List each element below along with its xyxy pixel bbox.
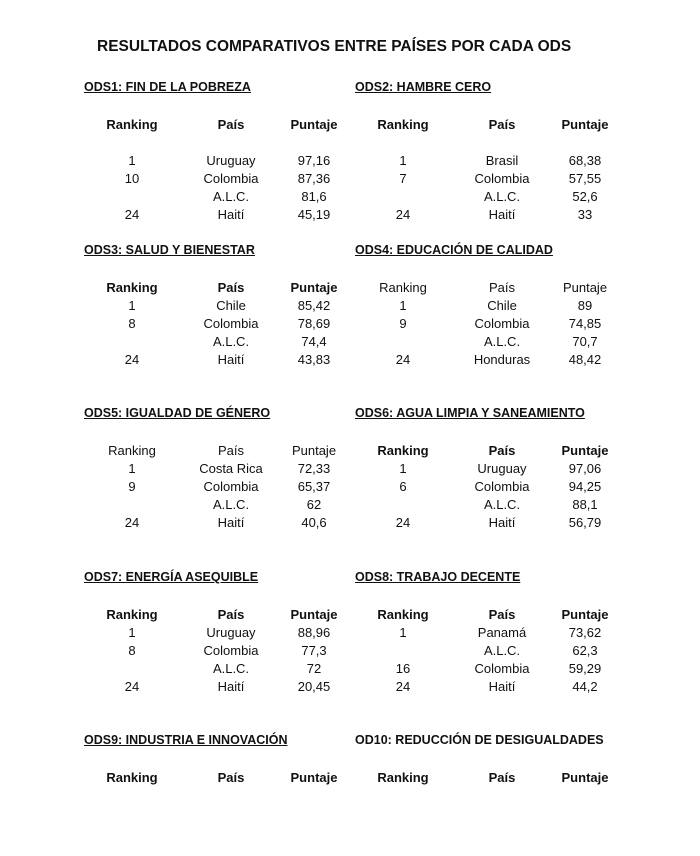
table-row — [84, 152, 346, 170]
score-cell: 85,42 — [297, 298, 331, 313]
header-ranking: Ranking — [106, 607, 158, 622]
table-header — [355, 116, 617, 134]
table-header — [84, 769, 346, 787]
country-cell: A.L.C. — [483, 497, 521, 512]
results-table — [84, 769, 346, 787]
score-cell: 88,1 — [572, 497, 598, 512]
results-table — [355, 116, 617, 224]
rank-cell: 1 — [128, 298, 136, 313]
score-cell: 72 — [306, 661, 322, 676]
score-cell: 20,45 — [297, 679, 331, 694]
country-cell: Haití — [217, 207, 245, 222]
header-ranking: Ranking — [377, 443, 429, 458]
section-title: ODS5: IGUALDAD DE GÉNERO — [84, 406, 271, 420]
header-ranking: Ranking — [106, 770, 158, 785]
country-cell: Haití — [217, 515, 245, 530]
country-cell: Colombia — [203, 479, 259, 494]
header-pais: País — [217, 117, 245, 132]
rank-cell — [84, 496, 180, 514]
header-puntaje: Puntaje — [290, 607, 338, 622]
rank-cell: 24 — [124, 207, 140, 222]
header-pais: País — [488, 280, 515, 295]
table-row — [84, 206, 346, 224]
results-table — [355, 279, 617, 369]
section-ods9 — [84, 733, 346, 787]
header-ranking: Ranking — [377, 117, 429, 132]
table-row — [355, 624, 617, 642]
section-ods3 — [84, 243, 346, 369]
rank-cell — [355, 496, 451, 514]
rank-cell: 24 — [124, 352, 140, 367]
table-row — [355, 660, 617, 678]
section-title: ODS2: HAMBRE CERO — [355, 80, 492, 94]
country-cell: A.L.C. — [483, 334, 521, 349]
table-row — [355, 642, 617, 660]
country-cell: Brasil — [485, 153, 519, 168]
rank-cell: 24 — [395, 679, 411, 694]
table-header — [355, 769, 617, 787]
section-title: ODS1: FIN DE LA POBREZA — [84, 80, 251, 94]
country-cell: Honduras — [473, 352, 531, 367]
score-cell: 59,29 — [568, 661, 602, 676]
country-cell: Uruguay — [206, 625, 256, 640]
table-row — [84, 624, 346, 642]
table-row — [84, 188, 346, 206]
country-cell: Haití — [217, 679, 245, 694]
country-cell: Chile — [487, 298, 517, 313]
table-row — [84, 333, 346, 351]
header-pais: País — [488, 443, 516, 458]
rank-cell: 16 — [395, 661, 411, 676]
header-ranking: Ranking — [108, 443, 156, 458]
header-pais: País — [217, 770, 245, 785]
country-cell: Colombia — [474, 171, 530, 186]
header-puntaje: Puntaje — [561, 607, 609, 622]
score-cell: 74,85 — [568, 316, 602, 331]
rank-cell: 1 — [399, 625, 407, 640]
table-row — [84, 460, 346, 478]
section-ods10 — [355, 733, 617, 787]
country-cell: Chile — [216, 298, 246, 313]
table-row — [84, 478, 346, 496]
table-row — [355, 478, 617, 496]
rank-cell: 24 — [124, 679, 140, 694]
header-pais: País — [217, 607, 245, 622]
table-row — [84, 351, 346, 369]
country-cell: A.L.C. — [483, 189, 521, 204]
rank-cell — [84, 333, 180, 351]
header-ranking: Ranking — [377, 607, 429, 622]
section-title: ODS3: SALUD Y BIENESTAR — [84, 243, 255, 257]
results-table — [84, 279, 346, 369]
table-row — [84, 660, 346, 678]
table-header — [84, 606, 346, 624]
rank-cell: 24 — [395, 352, 411, 367]
table-header — [84, 116, 346, 134]
table-row — [355, 678, 617, 696]
table-row — [84, 170, 346, 188]
table-header — [84, 442, 346, 460]
score-cell: 78,69 — [297, 316, 331, 331]
table-row — [355, 514, 617, 532]
score-cell: 88,96 — [297, 625, 331, 640]
rank-cell: 1 — [128, 461, 136, 476]
table-row — [355, 333, 617, 351]
section-ods7 — [84, 570, 346, 696]
rank-cell — [355, 188, 451, 206]
rank-cell — [84, 660, 180, 678]
header-ranking: Ranking — [106, 280, 158, 295]
country-cell: Haití — [488, 515, 516, 530]
header-puntaje: Puntaje — [561, 443, 609, 458]
score-cell: 97,06 — [568, 461, 602, 476]
rank-cell: 1 — [399, 461, 407, 476]
country-cell: A.L.C. — [483, 643, 521, 658]
score-cell: 57,55 — [568, 171, 602, 186]
header-puntaje: Puntaje — [290, 117, 338, 132]
table-row — [84, 315, 346, 333]
score-cell: 40,6 — [301, 515, 327, 530]
section-ods2 — [355, 80, 617, 224]
score-cell: 65,37 — [297, 479, 331, 494]
section-ods1 — [84, 80, 346, 224]
score-cell: 48,42 — [568, 352, 602, 367]
header-pais: País — [488, 770, 516, 785]
rank-cell: 9 — [399, 316, 407, 331]
country-cell: Uruguay — [477, 461, 527, 476]
rank-cell: 8 — [128, 316, 136, 331]
header-puntaje: Puntaje — [562, 280, 608, 295]
section-ods4 — [355, 243, 617, 369]
table-header — [84, 279, 346, 297]
section-ods5 — [84, 406, 346, 532]
rank-cell: 24 — [124, 515, 140, 530]
score-cell: 72,33 — [297, 461, 331, 476]
header-pais: País — [488, 607, 516, 622]
score-cell: 73,62 — [568, 625, 602, 640]
table-row — [355, 206, 617, 224]
country-cell: A.L.C. — [212, 497, 250, 512]
table-row — [355, 188, 617, 206]
rank-cell — [84, 188, 180, 206]
section-title: OD10: REDUCCIÓN DE DESIGUALDADES — [355, 733, 604, 747]
section-title: ODS8: TRABAJO DECENTE — [355, 570, 521, 584]
country-cell: A.L.C. — [212, 189, 250, 204]
section-ods6 — [355, 406, 617, 532]
score-cell: 94,25 — [568, 479, 602, 494]
section-title: ODS6: AGUA LIMPIA Y SANEAMIENTO — [355, 406, 585, 420]
rank-cell — [355, 333, 451, 351]
country-cell: Colombia — [203, 643, 259, 658]
country-cell: Haití — [488, 679, 516, 694]
table-row — [84, 514, 346, 532]
header-puntaje: Puntaje — [561, 770, 609, 785]
rank-cell: 10 — [124, 171, 140, 186]
score-cell: 62,3 — [572, 643, 598, 658]
rank-cell: 8 — [128, 643, 136, 658]
results-table — [84, 606, 346, 696]
country-cell: Colombia — [474, 479, 530, 494]
header-ranking: Ranking — [377, 770, 429, 785]
rank-cell: 24 — [395, 515, 411, 530]
score-cell: 97,16 — [297, 153, 331, 168]
section-ods8 — [355, 570, 617, 696]
country-cell: Uruguay — [206, 153, 256, 168]
table-row — [84, 678, 346, 696]
header-puntaje: Puntaje — [561, 117, 609, 132]
rank-cell: 1 — [399, 153, 407, 168]
table-header — [355, 279, 617, 297]
header-ranking: Ranking — [106, 117, 158, 132]
section-title: ODS4: EDUCACIÓN DE CALIDAD — [355, 243, 553, 257]
results-table — [355, 442, 617, 532]
country-cell: Panamá — [477, 625, 527, 640]
country-cell: Haití — [217, 352, 245, 367]
section-title: ODS9: INDUSTRIA E INNOVACIÓN — [84, 733, 288, 747]
score-cell: 81,6 — [301, 189, 327, 204]
results-table — [355, 769, 617, 787]
table-row — [355, 460, 617, 478]
rank-cell: 24 — [395, 207, 411, 222]
country-cell: A.L.C. — [212, 334, 250, 349]
rank-cell: 1 — [128, 625, 136, 640]
rank-cell: 6 — [399, 479, 407, 494]
table-row — [84, 297, 346, 315]
score-cell: 74,4 — [301, 334, 327, 349]
score-cell: 70,7 — [572, 334, 598, 349]
header-ranking: Ranking — [379, 280, 427, 295]
score-cell: 87,36 — [297, 171, 331, 186]
country-cell: Colombia — [203, 316, 259, 331]
results-table — [84, 442, 346, 532]
country-cell: Colombia — [474, 661, 530, 676]
score-cell: 45,19 — [297, 207, 331, 222]
table-row — [355, 351, 617, 369]
score-cell: 56,79 — [568, 515, 602, 530]
header-pais: País — [488, 117, 516, 132]
country-cell: Haití — [488, 207, 516, 222]
table-header — [355, 606, 617, 624]
rank-cell: 7 — [399, 171, 407, 186]
score-cell: 52,6 — [572, 189, 598, 204]
country-cell: Colombia — [203, 171, 259, 186]
rank-cell: 9 — [128, 479, 136, 494]
header-puntaje: Puntaje — [291, 443, 337, 458]
country-cell: A.L.C. — [212, 661, 250, 676]
score-cell: 33 — [577, 207, 593, 222]
country-cell: Costa Rica — [199, 461, 263, 476]
section-title: ODS7: ENERGÍA ASEQUIBLE — [84, 570, 259, 584]
header-puntaje: Puntaje — [290, 280, 338, 295]
results-table — [84, 116, 346, 224]
header-puntaje: Puntaje — [290, 770, 338, 785]
table-row — [355, 315, 617, 333]
rank-cell: 1 — [399, 298, 407, 313]
page-title: RESULTADOS COMPARATIVOS ENTRE PAÍSES POR CADA ODS — [97, 38, 572, 55]
score-cell: 89 — [577, 298, 593, 313]
score-cell: 43,83 — [297, 352, 331, 367]
table-row — [355, 496, 617, 514]
score-cell: 77,3 — [301, 643, 327, 658]
table-row — [84, 642, 346, 660]
score-cell: 62 — [306, 497, 322, 512]
country-cell: Colombia — [474, 316, 530, 331]
table-row — [355, 152, 617, 170]
rank-cell: 1 — [128, 153, 136, 168]
table-header — [355, 442, 617, 460]
table-row — [355, 170, 617, 188]
header-pais: País — [217, 443, 244, 458]
header-pais: País — [217, 280, 245, 295]
table-row — [355, 297, 617, 315]
score-cell: 68,38 — [568, 153, 602, 168]
results-table — [355, 606, 617, 696]
rank-cell — [355, 642, 451, 660]
score-cell: 44,2 — [572, 679, 598, 694]
table-row — [84, 496, 346, 514]
